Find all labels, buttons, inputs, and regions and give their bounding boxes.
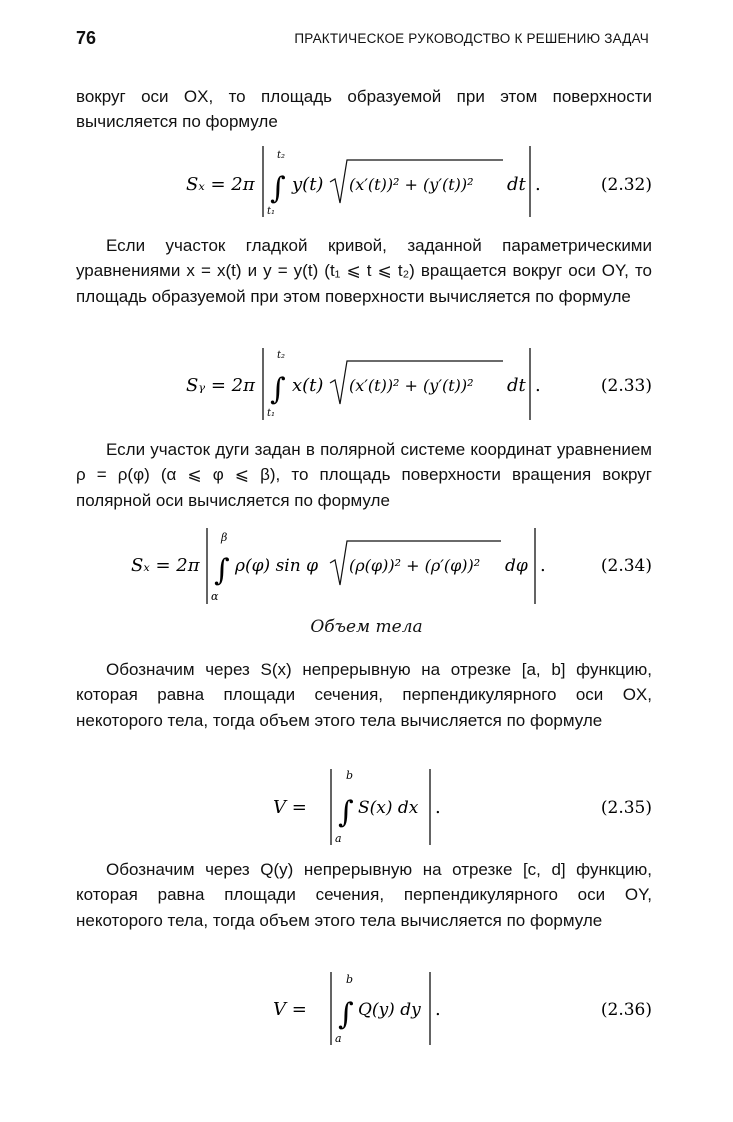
eq-2-32-lower-limit: t₁: [267, 206, 276, 217]
eq-2-34-integral-sign: ∫: [214, 553, 230, 588]
eq-2-35-lower-limit: a: [335, 832, 342, 845]
eq-2-35-integral-sign: ∫: [338, 795, 354, 830]
eq-2-33-lhs: Sᵧ = 2π: [186, 375, 255, 396]
eq-2-32-number: (2.32): [600, 175, 652, 195]
eq-2-36-integral-sign: ∫: [338, 997, 354, 1032]
eq-2-36-integrand: Q(y) dy: [358, 1000, 421, 1020]
eq-2-32-integral-sign: ∫: [270, 171, 286, 206]
eq-2-34-sqrt: [330, 541, 501, 585]
paragraph-2-text: Если участок гладкой кривой, заданной параметрическими уравнениями x = x(t) и y = y(t) (t₁ ⩽ t ⩽ t₂) вращается вокруг оси OY, то площадь образуемой при этом поверхности вычисляется по формуле: [76, 236, 652, 306]
eq-2-33-integrand: x(t): [292, 375, 324, 396]
eq-2-32-radicand: (x′(t))² + (y′(t))²: [349, 175, 474, 194]
eq-2-34-lhs: Sₓ = 2π: [131, 555, 200, 576]
eq-2-35-integrand: S(x) dx: [358, 798, 419, 818]
eq-2-36-number: (2.36): [600, 1000, 652, 1020]
paragraph-2: [76, 233, 652, 309]
eq-2-34-number: (2.34): [600, 556, 652, 576]
paragraph-3-text: Если участок дуги задан в полярной системе координат уравнением ρ = ρ(φ) (α ⩽ φ ⩽ β), то площадь поверхности вращения вокруг полярной оси вычисляется по формуле: [76, 440, 652, 510]
eq-2-33-sqrt: [330, 361, 503, 404]
eq-2-34-period: .: [540, 555, 546, 576]
eq-2-32-upper-limit: t₂: [277, 150, 286, 161]
equation-2-34: [131, 528, 652, 604]
eq-2-34-differential: dφ: [505, 556, 528, 576]
eq-2-36-upper-limit: b: [346, 973, 354, 986]
eq-2-34-lower-limit: α: [211, 590, 219, 603]
paragraph-1: вокруг оси OX, то площадь образуемой при этом поверхности вычисляется по формуле: [76, 87, 652, 132]
equation-2-36: [273, 972, 652, 1045]
eq-2-34-radicand: (ρ(φ))² + (ρ′(φ))²: [349, 556, 481, 575]
eq-2-35-number: (2.35): [600, 798, 652, 818]
eq-2-35-upper-limit: b: [346, 769, 354, 782]
eq-2-33-integral-sign: ∫: [270, 372, 286, 407]
eq-2-32-differential: dt: [507, 174, 526, 195]
eq-2-33-upper-limit: t₂: [277, 350, 286, 361]
eq-2-33-differential: dt: [507, 375, 526, 396]
eq-2-33-radicand: (x′(t))² + (y′(t))²: [349, 376, 474, 395]
paragraph-4: [76, 657, 652, 733]
paragraph-4-text: Обозначим через S(x) непрерывную на отрезке [a, b] функцию, которая равна площади сечения, перпендикулярного оси OX, некоторого тела, тогда объем этого тела вычисляется по формуле: [76, 660, 652, 730]
running-header: ПРАКТИЧЕСКОЕ РУКОВОДСТВО К РЕШЕНИЮ ЗАДАЧ: [294, 31, 649, 46]
eq-2-32-sqrt: [330, 160, 503, 203]
equation-2-32: [186, 146, 652, 217]
eq-2-32-period: .: [535, 174, 541, 195]
eq-2-36-lhs: V =: [273, 999, 307, 1020]
equation-2-35: [273, 769, 652, 845]
eq-2-32-integrand: y(t): [292, 174, 324, 195]
eq-2-33-lower-limit: t₁: [267, 408, 276, 419]
eq-2-33-number: (2.33): [600, 376, 652, 396]
eq-2-34-upper-limit: β: [221, 531, 228, 544]
paragraph-5: [76, 857, 652, 933]
page-number: 76: [76, 28, 97, 48]
eq-2-36-lower-limit: a: [335, 1032, 342, 1045]
equation-2-33: [186, 348, 652, 420]
eq-2-36-period: .: [435, 999, 441, 1020]
paragraph-5-text: Обозначим через Q(y) непрерывную на отрезке [c, d] функцию, которая равна площади сечения, перпендикулярного оси OY, некоторого тела, тогда объем этого тела вычисляется по формуле: [76, 860, 652, 930]
paragraph-3: [76, 437, 652, 513]
eq-2-35-lhs: V =: [273, 797, 307, 818]
section-heading: Объем тела: [310, 617, 423, 637]
eq-2-34-integrand: ρ(φ) sin φ: [235, 556, 318, 576]
eq-2-32-lhs: Sₓ = 2π: [186, 174, 255, 195]
eq-2-33-period: .: [535, 375, 541, 396]
eq-2-35-period: .: [435, 797, 441, 818]
